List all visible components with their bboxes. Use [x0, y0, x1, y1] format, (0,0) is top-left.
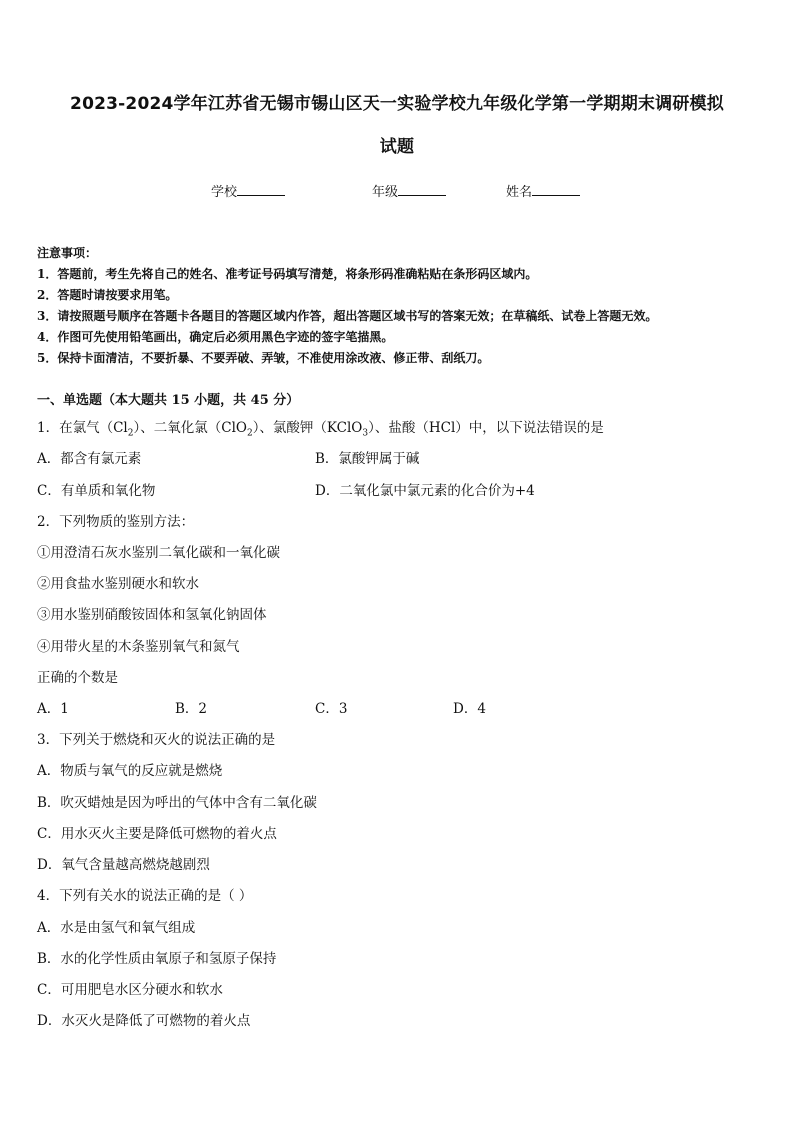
- q3-option-a: A．物质与氧气的反应就是燃烧: [37, 763, 223, 779]
- grade-blank[interactable]: [398, 183, 446, 196]
- section-heading: 一、单选题（本大题共 15 小题，共 45 分）: [37, 393, 300, 408]
- school-label: 学校: [211, 185, 238, 200]
- note-item: 5．保持卡面清洁，不要折暴、不要弄破、弄皱，不准使用涂改液、修正带、刮纸刀。: [37, 351, 490, 365]
- name-field[interactable]: [506, 181, 580, 200]
- question-4-stem: 4．下列有关水的说法正确的是（ ）: [37, 888, 253, 904]
- q1-option-d: D．二氧化氯中氯元素的化合价为+4: [315, 483, 535, 499]
- grade-field[interactable]: [372, 181, 446, 200]
- note-item: 3．请按照题号顺序在答题卡各题目的答题区域内作答，超出答题区域书写的答案无效；在草稿纸、试卷上答题无效。: [37, 309, 658, 323]
- q2-option-d: D．4: [453, 701, 486, 717]
- name-blank[interactable]: [532, 183, 580, 196]
- q3-option-c: C．用水灭火主要是降低可燃物的着火点: [37, 826, 277, 842]
- grade-label: 年级: [372, 185, 399, 200]
- note-item: 1．答题前，考生先将自己的姓名、准考证号码填写清楚，将条形码准确粘贴在条形码区域内。: [37, 267, 538, 281]
- note-item: 2．答题时请按要求用笔。: [37, 288, 178, 302]
- school-field[interactable]: [211, 181, 285, 200]
- q2-item-3: ③用水鉴别硝酸铵固体和氢氧化钠固体: [37, 607, 267, 623]
- q2-item-1: ①用澄清石灰水鉴别二氧化碳和一氧化碳: [37, 545, 280, 561]
- exam-title-line1: 2023-2024学年江苏省无锡市锡山区天一实验学校九年级化学第一学期期末调研模拟: [70, 94, 724, 114]
- q2-option-b: B．2: [175, 701, 208, 717]
- q2-item-2: ②用食盐水鉴别硬水和软水: [37, 576, 199, 592]
- question-2-stem: 2．下列物质的鉴别方法：: [37, 514, 195, 530]
- q2-item-4: ④用带火星的木条鉴别氧气和氮气: [37, 639, 240, 655]
- name-label: 姓名: [506, 185, 533, 200]
- q3-option-b: B．吹灭蜡烛是因为呼出的气体中含有二氧化碳: [37, 795, 317, 811]
- school-blank[interactable]: [237, 183, 285, 196]
- q4-option-c: C．可用肥皂水区分硬水和软水: [37, 982, 223, 998]
- q2-prompt: 正确的个数是: [37, 670, 118, 686]
- q4-option-a: A．水是由氢气和氧气组成: [37, 920, 196, 936]
- exam-title-line2: 试题: [379, 137, 415, 157]
- q1-option-a: A．都含有氯元素: [37, 451, 142, 467]
- question-1-stem: 1．在氯气$(Cl_2)$、二氧化氯（ClO$_2$）、氯酸钾（KClO$_3$）、盐酸（HCl）中，以下说法错误的是: [37, 420, 604, 439]
- notes-heading: 注意事项：: [37, 246, 98, 260]
- q2-option-c: C．3: [315, 701, 348, 717]
- q4-option-d: D．水灭火是降低了可燃物的着火点: [37, 1013, 251, 1029]
- q3-option-d: D．氧气含量越高燃烧越剧烈: [37, 857, 210, 873]
- q4-option-b: B．水的化学性质由氧原子和氢原子保持: [37, 951, 277, 967]
- note-item: 4．作图可先使用铅笔画出，确定后必须用黑色字迹的签字笔描黑。: [37, 330, 394, 344]
- q1-option-b: B．氯酸钾属于碱: [315, 451, 420, 467]
- q1-option-c: C．有单质和氧化物: [37, 483, 156, 499]
- question-3-stem: 3．下列关于燃烧和灭火的说法正确的是: [37, 732, 276, 748]
- q2-option-a: A．1: [37, 701, 69, 717]
